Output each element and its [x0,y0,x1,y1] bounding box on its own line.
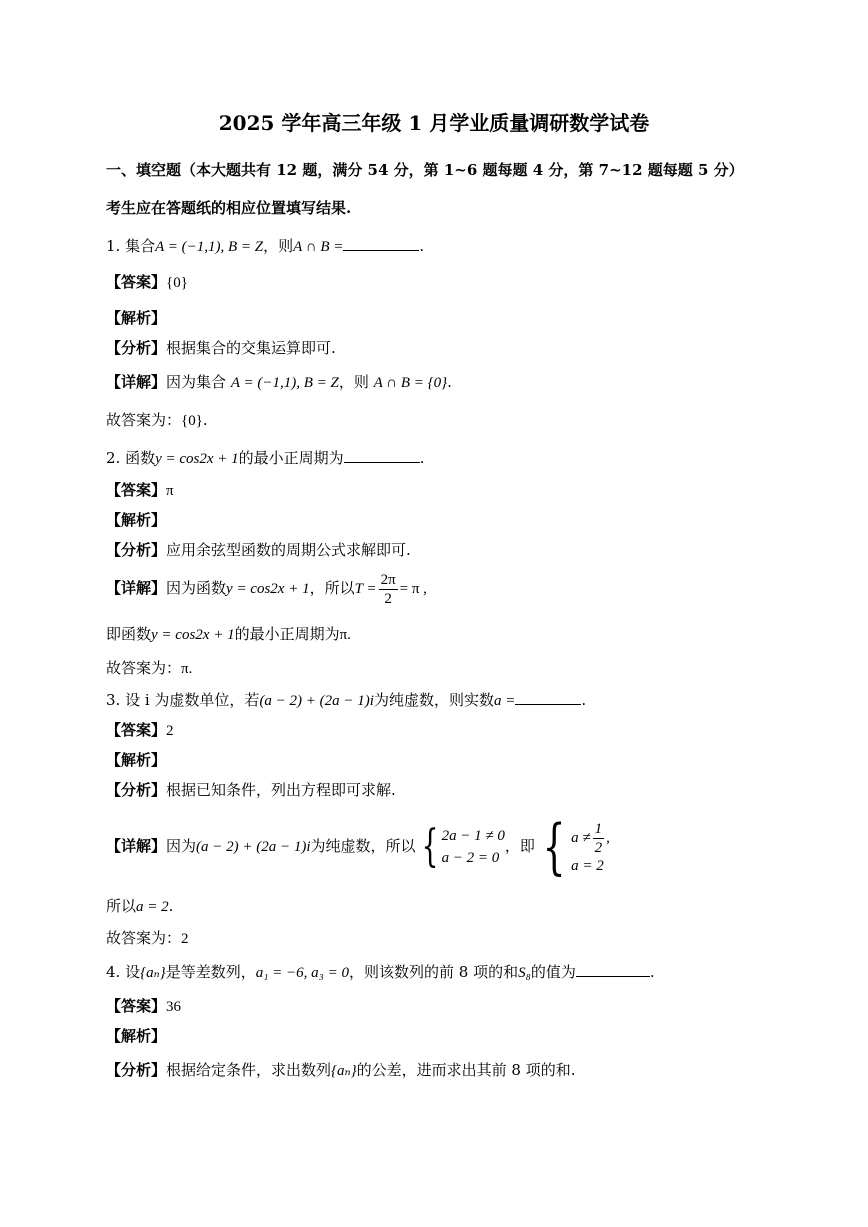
final-value: 2 [181,931,189,947]
question-4: 4. 设{aₙ}是等差数列，a₁ = −6, a₃ = 0，则该数列的前 8 项的和S₈的值为 . [106,963,655,981]
detail-text: ，即 [504,837,535,855]
answer-blank [343,236,419,251]
detail-text: ，则 [338,373,369,391]
answer-blank [515,690,581,705]
detail-text: ，所以 [309,579,355,597]
math-expression: a = 2 [136,899,169,915]
final-label: 故答案为： [106,929,182,947]
detail-text: 的最小正周期为 [234,625,340,643]
final-row: 故答案为：{0}. [106,411,208,429]
math-expression: y = cos2x + 1 [226,581,310,597]
question-3: 3. 设 i 为虚数单位，若(a − 2) + (2a − 1)i为纯虚数，则实数a = . [106,691,587,709]
detail-label: 【详解】 [106,579,167,597]
answer-value: {0} [166,275,188,291]
final-row [106,658,192,679]
analysis-text: 的公差，进而求出其前 8 项的和. [356,1061,576,1079]
math-expression: a = [493,693,516,709]
system-equation: a = 2 [571,857,604,874]
system-equation: 2a − 1 ≠ 0 [441,828,505,844]
detail-text: 为纯虚数，所以 [310,837,416,855]
analysis-text: 根据给定条件，求出数列 [166,1061,332,1079]
question-text: 的最小正周期为 [238,449,344,467]
fraction-denominator: 2 [594,839,603,856]
math-expression: a₁ = −6, a₃ = 0 [255,965,349,981]
detail-text: 因为函数 [166,579,227,597]
detail-text: 即函数 [106,625,152,643]
detail-text: 所以 [106,897,137,915]
answer-value: π [166,483,174,499]
answer-row [106,480,174,501]
section-instruction: 考生应在答题纸的相应位置填写结果. [106,199,352,217]
final-label: 故答案为： [106,411,182,429]
equation-system [416,821,505,872]
question-number: 2. [106,449,121,467]
final-value: {0} [181,413,203,429]
jiexi-label: 【解析】 [106,309,167,327]
math-expression: = π , [399,581,427,597]
question-number: 4. [106,963,121,981]
answer-label: 【答案】 [106,273,167,291]
system-equation: a − 2 = 0 [441,850,500,866]
analysis-label: 【分析】 [106,541,167,559]
analysis-label: 【分析】 [106,1061,167,1079]
math-expression: S₈ [518,965,531,981]
final-row [106,928,189,949]
math-expression: A = (−1,1), B = Z [230,375,339,391]
math-expression: T = [354,581,377,597]
jiexi-label: 【解析】 [106,1027,167,1045]
question-2: 2. 函数y = cos2x + 1的最小正周期为 . [106,449,425,467]
math-expression: {aₙ} [331,1063,357,1079]
jiexi-label: 【解析】 [106,511,167,529]
answer-label: 【答案】 [106,997,167,1015]
math-expression: {aₙ} [140,965,166,981]
detail-row [106,568,427,609]
section-heading: 一、填空题（本大题共有 12 题，满分 54 分，第 1~6 题每题 4 分，第 7~12 题每题 5 分） [106,161,744,179]
answer-value: 36 [166,999,182,1015]
question-1: 1. 集合A = (−1,1), B = Z，则A ∩ B = . [106,237,425,255]
fraction [379,571,398,608]
detail-text: 因为 [166,837,197,855]
analysis-text: 应用余弦型函数的周期公式求解即可. [166,541,411,559]
math-expression: (a − 2) + (2a − 1)i [196,839,311,855]
detail-text: 因为集合 [166,373,227,391]
math-expression: (a − 2) + (2a − 1)i [259,693,374,709]
question-number: 3. [106,691,121,709]
analysis-row [106,540,411,560]
analysis-text: 根据集合的交集运算即可. [166,339,336,357]
analysis-label: 【分析】 [106,781,167,799]
analysis-label: 【分析】 [106,339,167,357]
answer-label: 【答案】 [106,721,167,739]
analysis-row [106,1060,575,1081]
question-text: ，则 [263,237,294,255]
final-value: π. [181,661,193,677]
question-text: 的值为 [530,963,576,981]
answer-value: 2 [166,723,174,739]
question-text: ，则该数列的前 8 项的和 [349,963,519,981]
math-expression: A ∩ B = [293,239,344,255]
detail-row: 【详解】因为集合 A = (−1,1), B = Z，则 A ∩ B = {0}. [106,373,452,391]
left-brace-icon: { [421,821,438,872]
final-label: 故答案为： [106,659,182,677]
math-expression: A ∩ B = {0} [373,375,448,391]
math-expression: π. [339,627,351,643]
fraction-numerator: 2π [380,571,396,588]
question-text: 设 [125,963,141,981]
question-text: 集合 [125,237,156,255]
question-text: 函数 [125,449,156,467]
detail-row [106,812,610,882]
question-text: 设 i 为虚数单位，若 [125,691,260,709]
math-expression: y = cos2x + 1 [151,627,235,643]
fraction-denominator: 2 [384,590,392,607]
fraction [593,820,605,857]
answer-row [106,996,181,1017]
analysis-text: 根据已知条件，列出方程即可求解. [166,781,396,799]
answer-row [106,720,174,741]
question-number: 1. [106,237,121,255]
equation-system: { a ≠ $\frac{1}{2}$ , a = 2 [542,812,610,882]
math-expression: y = cos2x + 1 [155,451,239,467]
math-expression: A = (−1,1), B = Z [155,239,264,255]
question-text: 是等差数列， [165,963,256,981]
answer-blank [576,962,650,977]
jiexi-label: 【解析】 [106,751,167,769]
page-title: 2025 学年高三年级 1 月学业质量调研数学试卷 [218,111,650,135]
analysis-row [106,780,396,800]
fraction-numerator: 1 [594,820,603,837]
detail-continuation [106,624,351,645]
answer-blank [344,448,420,463]
left-brace-icon: { [542,812,566,882]
analysis-row [106,338,336,358]
system-equation: a ≠ [571,830,591,846]
detail-continuation: 所以a = 2. [106,897,174,915]
answer-row [106,272,188,293]
detail-label: 【详解】 [106,837,167,855]
question-text: 为纯虚数，则实数 [373,691,494,709]
detail-label: 【详解】 [106,373,167,391]
answer-label: 【答案】 [106,481,167,499]
